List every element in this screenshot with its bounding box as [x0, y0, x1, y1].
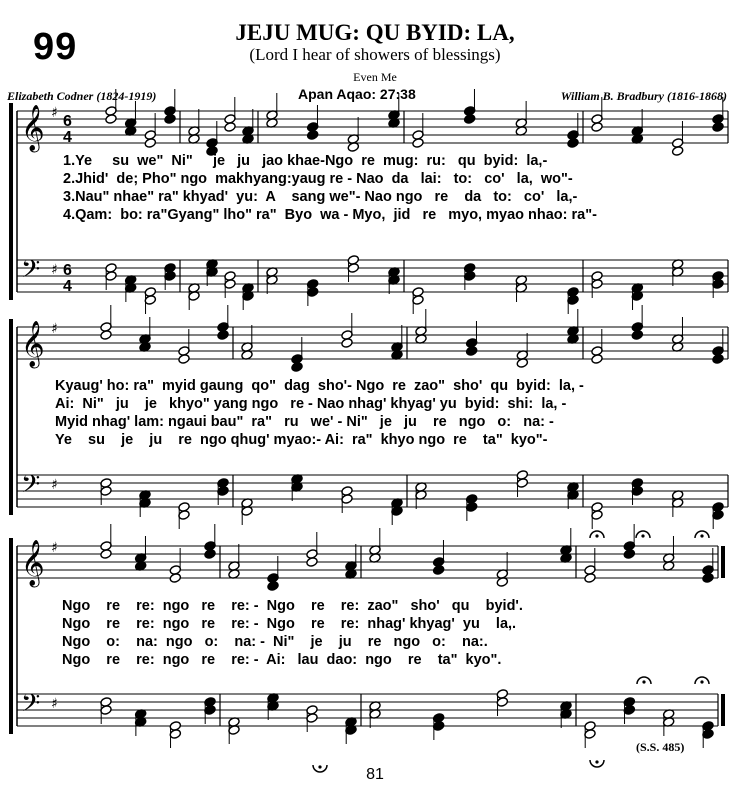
time-signature-bottom: 4: [63, 278, 72, 295]
note-head: [100, 330, 112, 341]
system-bracket: [9, 319, 13, 515]
hymn-subtitle: (Lord I hear of showers of blessings): [249, 45, 501, 64]
treble-clef-icon: 𝄞: [21, 540, 45, 586]
note-head: [432, 565, 444, 576]
final-barline: [721, 546, 725, 578]
lyric-line: Ngo re re: ngo re re: - Ngo re re: zao" sho' qu byid'.: [62, 598, 523, 614]
key-sharp-icon: ♯: [51, 696, 58, 712]
fermata-dot: [700, 680, 703, 683]
hymn-number: 99: [33, 26, 78, 68]
note-head: [712, 122, 724, 133]
key-sharp-icon: ♯: [51, 105, 58, 121]
lyric-line: 2.Jhid' de; Pho" ngo makhyang:yaug re - Nao da lai: to: co' la, wo"-: [63, 171, 573, 187]
fermata-dot: [641, 534, 644, 537]
key-sharp-icon: ♯: [51, 540, 58, 556]
lyric-line: 1.Ye su we" Ni" je ju jao khae-Ngo re mug: ru: qu byid: la,-: [63, 153, 548, 169]
lyric-line: Ai: Ni" ju je khyo" yang ngo re - Nao nhag' khyag' yu byid: shi: la, -: [55, 396, 567, 412]
lyric-line: Ngo re re: ngo re re: - Ai: lau dao: ngo re ta" kyo".: [62, 652, 502, 668]
key-sharp-icon: ♯: [51, 477, 58, 493]
page-number: 81: [366, 766, 384, 783]
note-head: [702, 573, 714, 584]
bass-clef-icon: 𝄢: [21, 689, 41, 724]
fermata-dot: [595, 534, 598, 537]
treble-clef-icon: 𝄞: [21, 105, 45, 151]
system-1-lyrics: [63, 152, 597, 224]
note-head: [465, 346, 477, 357]
key-sharp-icon: ♯: [51, 262, 58, 278]
system-bracket: [9, 538, 13, 734]
note-head: [144, 138, 156, 149]
treble-clef-icon: 𝄞: [21, 321, 45, 367]
time-signature-top: 6: [63, 113, 72, 130]
note-head: [178, 354, 190, 365]
lyric-line: Kyaug' ho: ra" myid gaung qo" dag sho'- Ngo re zao" sho' qu byid: la, -: [55, 378, 584, 394]
system-2-lyrics: [55, 377, 584, 449]
fermata-dot: [595, 760, 598, 763]
time-signature-bottom: 4: [63, 129, 72, 146]
note-head: [169, 573, 181, 584]
note-head: [341, 338, 353, 349]
lyric-line: 4.Qam: bo: ra"Gyang" lho" ra" Byo wa - Myo, jid re myo, myao nhao: ra"-: [63, 207, 597, 223]
note-head: [591, 354, 603, 365]
key-sharp-icon: ♯: [51, 321, 58, 337]
note-head: [306, 130, 318, 141]
note-head: [217, 330, 229, 341]
note-head: [671, 146, 683, 157]
note-head: [164, 114, 176, 125]
note-head: [267, 581, 279, 592]
time-signature-top: 6: [63, 262, 72, 279]
tune-name: Even Me: [353, 70, 397, 84]
note-head: [224, 122, 236, 133]
system-3-lyrics: [62, 597, 523, 669]
note-head: [204, 549, 216, 560]
fermata-dot: [642, 680, 645, 683]
hymn-title: JEJU MUG: QU BYID: LA,: [235, 20, 515, 45]
note-head: [584, 573, 596, 584]
note-head: [105, 114, 117, 125]
note-head: [463, 114, 475, 125]
fermata-dot: [700, 534, 703, 537]
note-head: [591, 122, 603, 133]
note-head: [306, 557, 318, 568]
copyright-source: (S.S. 485): [636, 740, 685, 754]
lyric-line: Ngo re re: ngo re re: - Ngo re re: nhag' khyag' yu la,.: [62, 616, 517, 632]
note-head: [712, 354, 724, 365]
note-head: [100, 549, 112, 560]
composer-credit: William B. Bradbury (1816-1868): [560, 89, 727, 103]
final-barline: [721, 694, 725, 726]
note-head: [567, 138, 579, 149]
system-bracket: [9, 103, 13, 300]
bass-clef-icon: 𝄢: [21, 470, 41, 505]
note-head: [412, 138, 424, 149]
lyricist-credit: Elizabeth Codner (1824-1919): [7, 89, 157, 103]
lyric-line: 3.Nau" nhae" ra" khyad' yu: A sang we"- Nao ngo re da to: co' la,-: [63, 189, 578, 205]
scripture-reference: Apan Aqao: 27:38: [298, 86, 416, 102]
lyric-line: Ye su je ju re ngo qhug' myao:- Ai: ra" khyo ngo re ta" kyo"-: [55, 432, 548, 448]
bass-clef-icon: 𝄢: [21, 255, 41, 290]
note-head: [631, 330, 643, 341]
lyric-line: Ngo o: na: ngo o: na: - Ni" je ju re ngo o: na:.: [62, 634, 488, 650]
note-head: [291, 362, 303, 373]
note-head: [623, 549, 635, 560]
lyric-line: Myid nhag' lam: ngaui bau" ra" ru we' - Ni" je ju re ngo o: na: -: [55, 414, 554, 430]
